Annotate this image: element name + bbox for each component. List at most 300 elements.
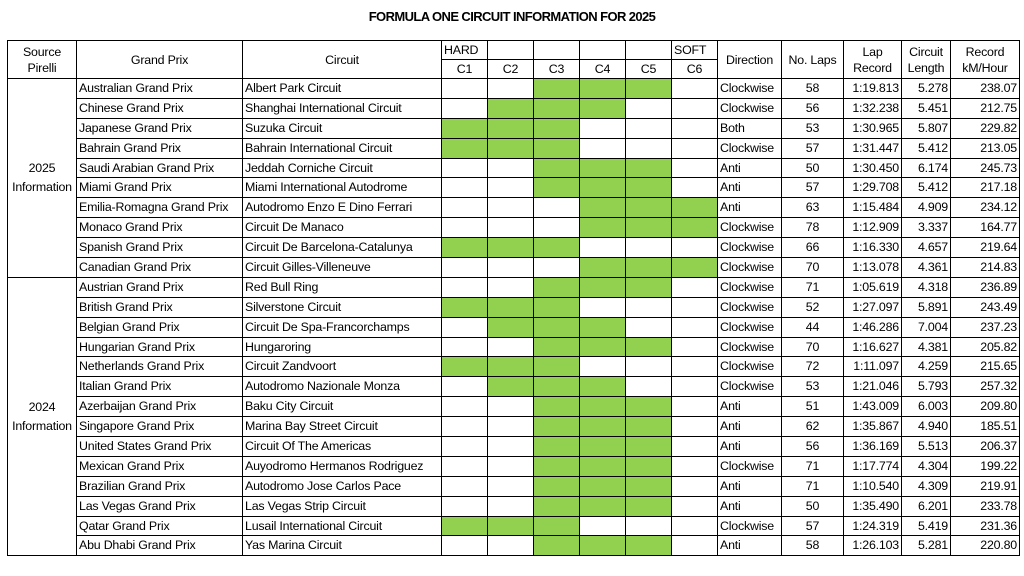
direction-cell: Clockwise — [718, 456, 782, 476]
circuit-length-cell: 5.281 — [902, 536, 951, 556]
group-label — [8, 277, 77, 555]
circuit-length-cell: 4.259 — [902, 357, 951, 377]
compound-c5-cell — [626, 516, 672, 536]
laps-cell: 56 — [782, 98, 844, 118]
table-row — [8, 98, 1020, 118]
header-source-line2: Pirelli — [27, 60, 57, 75]
lap-record-cell: 1:15.484 — [844, 198, 902, 218]
circuit-length-cell: 3.337 — [902, 218, 951, 238]
table-row — [8, 496, 1020, 516]
compound-c4-cell — [580, 198, 626, 218]
header-blank-4 — [580, 41, 626, 60]
circuit-length-cell: 4.309 — [902, 476, 951, 496]
compound-c5-cell — [626, 98, 672, 118]
circuit-length-cell: 5.891 — [902, 297, 951, 317]
compound-c4-cell — [580, 118, 626, 138]
header-direction: Direction — [718, 41, 782, 79]
grand-prix-cell: Netherlands Grand Prix — [77, 357, 243, 377]
header-speed-line1: Record — [965, 44, 1005, 59]
direction-cell: Clockwise — [718, 138, 782, 158]
compound-c2-cell — [488, 258, 534, 278]
compound-c6-cell — [672, 158, 718, 178]
header-lap-record-line2: Record — [853, 60, 892, 75]
header-length-line2: Length — [907, 60, 945, 75]
compound-c4-cell — [580, 536, 626, 556]
lap-record-cell: 1:31.447 — [844, 138, 902, 158]
circuit-length-cell: 5.793 — [902, 377, 951, 397]
circuit-length-cell: 5.412 — [902, 138, 951, 158]
compound-c3-cell — [534, 377, 580, 397]
compound-c3-cell — [534, 98, 580, 118]
laps-cell: 53 — [782, 377, 844, 397]
circuit-length-cell: 4.361 — [902, 258, 951, 278]
lap-record-cell: 1:10.540 — [844, 476, 902, 496]
compound-c5-cell — [626, 158, 672, 178]
header-compound-c1: C1 — [442, 60, 488, 79]
grand-prix-cell: Monaco Grand Prix — [77, 218, 243, 238]
direction-cell: Clockwise — [718, 79, 782, 99]
header-compound-c5: C5 — [626, 60, 672, 79]
compound-c6-cell — [672, 297, 718, 317]
grand-prix-cell: Azerbaijan Grand Prix — [77, 397, 243, 417]
record-speed-cell: 215.65 — [951, 357, 1020, 377]
group-label — [8, 79, 77, 278]
compound-c1-cell — [442, 98, 488, 118]
table-row — [8, 417, 1020, 437]
compound-c4-cell — [580, 138, 626, 158]
compound-c6-cell — [672, 417, 718, 437]
header-lap-record-line1: Lap — [862, 44, 883, 59]
table-body — [8, 79, 1020, 556]
compound-c1-cell — [442, 357, 488, 377]
compound-c3-cell — [534, 516, 580, 536]
circuit-cell: Shanghai International Circuit — [243, 98, 442, 118]
table-row — [8, 297, 1020, 317]
compound-c6-cell — [672, 337, 718, 357]
compound-c6-cell — [672, 496, 718, 516]
record-speed-cell: 199.22 — [951, 456, 1020, 476]
header-lap-record — [844, 41, 902, 79]
table-row — [8, 258, 1020, 278]
compound-c5-cell — [626, 337, 672, 357]
compound-c3-cell — [534, 158, 580, 178]
compound-c4-cell — [580, 377, 626, 397]
compound-c6-cell — [672, 377, 718, 397]
circuit-cell: Circuit De Spa-Francorchamps — [243, 317, 442, 337]
compound-c1-cell — [442, 536, 488, 556]
compound-c3-cell — [534, 138, 580, 158]
compound-c5-cell — [626, 437, 672, 457]
compound-c4-cell — [580, 516, 626, 536]
compound-c2-cell — [488, 437, 534, 457]
compound-c4-cell — [580, 496, 626, 516]
grand-prix-cell: Belgian Grand Prix — [77, 317, 243, 337]
laps-cell: 53 — [782, 118, 844, 138]
lap-record-cell: 1:35.867 — [844, 417, 902, 437]
circuit-cell: Hungaroring — [243, 337, 442, 357]
circuit-cell: Circuit Zandvoort — [243, 357, 442, 377]
laps-cell: 56 — [782, 437, 844, 457]
grand-prix-cell: Chinese Grand Prix — [77, 98, 243, 118]
grand-prix-cell: Singapore Grand Prix — [77, 417, 243, 437]
compound-c5-cell — [626, 218, 672, 238]
compound-c3-cell — [534, 258, 580, 278]
circuit-length-cell: 4.909 — [902, 198, 951, 218]
compound-c6-cell — [672, 218, 718, 238]
table-row — [8, 357, 1020, 377]
table-row — [8, 198, 1020, 218]
circuit-length-cell: 4.318 — [902, 277, 951, 297]
laps-cell: 57 — [782, 138, 844, 158]
lap-record-cell: 1:35.490 — [844, 496, 902, 516]
compound-c4-cell — [580, 79, 626, 99]
compound-c5-cell — [626, 118, 672, 138]
header-source-line1: Source — [22, 44, 62, 59]
table-row — [8, 317, 1020, 337]
compound-c3-cell — [534, 277, 580, 297]
compound-c6-cell — [672, 238, 718, 258]
compound-c6-cell — [672, 437, 718, 457]
circuit-length-cell: 5.807 — [902, 118, 951, 138]
compound-c3-cell — [534, 456, 580, 476]
circuit-cell: Circuit De Manaco — [243, 218, 442, 238]
compound-c5-cell — [626, 456, 672, 476]
compound-c2-cell — [488, 516, 534, 536]
direction-cell: Clockwise — [718, 377, 782, 397]
grand-prix-cell: Australian Grand Prix — [77, 79, 243, 99]
group-label-info: Information — [12, 418, 72, 433]
compound-c1-cell — [442, 377, 488, 397]
compound-c6-cell — [672, 98, 718, 118]
circuit-cell: Lusail International Circuit — [243, 516, 442, 536]
compound-c3-cell — [534, 198, 580, 218]
direction-cell: Anti — [718, 496, 782, 516]
compound-c5-cell — [626, 238, 672, 258]
direction-cell: Both — [718, 118, 782, 138]
table-row — [8, 218, 1020, 238]
compound-c3-cell — [534, 118, 580, 138]
direction-cell: Anti — [718, 476, 782, 496]
direction-cell: Clockwise — [718, 337, 782, 357]
compound-c2-cell — [488, 277, 534, 297]
header-circuit-length — [902, 41, 951, 79]
compound-c6-cell — [672, 357, 718, 377]
lap-record-cell: 1:24.319 — [844, 516, 902, 536]
grand-prix-cell: United States Grand Prix — [77, 437, 243, 457]
group-label-year: 2025 — [28, 160, 56, 175]
group-label-info: Information — [12, 179, 72, 194]
header-blank-3 — [534, 41, 580, 60]
compound-c2-cell — [488, 337, 534, 357]
circuit-cell: Bahrain International Circuit — [243, 138, 442, 158]
compound-c5-cell — [626, 417, 672, 437]
table-row — [8, 437, 1020, 457]
lap-record-cell: 1:32.238 — [844, 98, 902, 118]
compound-c4-cell — [580, 317, 626, 337]
circuit-cell: Marina Bay Street Circuit — [243, 417, 442, 437]
compound-c6-cell — [672, 456, 718, 476]
compound-c4-cell — [580, 337, 626, 357]
record-speed-cell: 212.75 — [951, 98, 1020, 118]
lap-record-cell: 1:21.046 — [844, 377, 902, 397]
table-row — [8, 456, 1020, 476]
header-compound-c4: C4 — [580, 60, 626, 79]
compound-c2-cell — [488, 536, 534, 556]
compound-c5-cell — [626, 198, 672, 218]
compound-c5-cell — [626, 536, 672, 556]
compound-c5-cell — [626, 297, 672, 317]
header-source — [8, 41, 77, 79]
grand-prix-cell: Hungarian Grand Prix — [77, 337, 243, 357]
compound-c3-cell — [534, 496, 580, 516]
compound-c4-cell — [580, 476, 626, 496]
compound-c6-cell — [672, 258, 718, 278]
circuit-length-cell: 6.174 — [902, 158, 951, 178]
record-speed-cell: 231.36 — [951, 516, 1020, 536]
circuit-length-cell: 4.657 — [902, 238, 951, 258]
direction-cell: Clockwise — [718, 357, 782, 377]
compound-c1-cell — [442, 337, 488, 357]
record-speed-cell: 217.18 — [951, 178, 1020, 198]
compound-c3-cell — [534, 357, 580, 377]
lap-record-cell: 1:19.813 — [844, 79, 902, 99]
compound-c3-cell — [534, 476, 580, 496]
lap-record-cell: 1:26.103 — [844, 536, 902, 556]
compound-c4-cell — [580, 397, 626, 417]
header-speed-line2: kM/Hour — [962, 60, 1008, 75]
compound-c2-cell — [488, 476, 534, 496]
record-speed-cell: 185.51 — [951, 417, 1020, 437]
compound-c3-cell — [534, 536, 580, 556]
compound-c5-cell — [626, 138, 672, 158]
compound-c5-cell — [626, 377, 672, 397]
header-hard: HARD — [442, 41, 488, 60]
lap-record-cell: 1:05.619 — [844, 277, 902, 297]
laps-cell: 52 — [782, 297, 844, 317]
header-length-line1: Circuit — [909, 44, 943, 59]
table-row — [8, 476, 1020, 496]
grand-prix-cell: Abu Dhabi Grand Prix — [77, 536, 243, 556]
grand-prix-cell: Saudi Arabian Grand Prix — [77, 158, 243, 178]
compound-c3-cell — [534, 79, 580, 99]
header-compound-c2: C2 — [488, 60, 534, 79]
compound-c1-cell — [442, 437, 488, 457]
header-laps: No. Laps — [782, 41, 844, 79]
direction-cell: Clockwise — [718, 258, 782, 278]
compound-c4-cell — [580, 158, 626, 178]
lap-record-cell: 1:46.286 — [844, 317, 902, 337]
compound-c6-cell — [672, 198, 718, 218]
circuit-length-cell: 4.940 — [902, 417, 951, 437]
laps-cell: 44 — [782, 317, 844, 337]
laps-cell: 63 — [782, 198, 844, 218]
compound-c2-cell — [488, 456, 534, 476]
grand-prix-cell: Miami Grand Prix — [77, 178, 243, 198]
compound-c1-cell — [442, 417, 488, 437]
record-speed-cell: 257.32 — [951, 377, 1020, 397]
record-speed-cell: 233.78 — [951, 496, 1020, 516]
compound-c3-cell — [534, 417, 580, 437]
record-speed-cell: 206.37 — [951, 437, 1020, 457]
laps-cell: 58 — [782, 79, 844, 99]
direction-cell: Clockwise — [718, 218, 782, 238]
laps-cell: 50 — [782, 496, 844, 516]
header-compound-c3: C3 — [534, 60, 580, 79]
laps-cell: 58 — [782, 536, 844, 556]
compound-c6-cell — [672, 536, 718, 556]
grand-prix-cell: British Grand Prix — [77, 297, 243, 317]
compound-c2-cell — [488, 297, 534, 317]
compound-c5-cell — [626, 317, 672, 337]
circuit-cell: Auyodromo Hermanos Rodriguez — [243, 456, 442, 476]
laps-cell: 78 — [782, 218, 844, 238]
record-speed-cell: 229.82 — [951, 118, 1020, 138]
grand-prix-cell: Japanese Grand Prix — [77, 118, 243, 138]
compound-c2-cell — [488, 98, 534, 118]
compound-c2-cell — [488, 118, 534, 138]
page-title: FORMULA ONE CIRCUIT INFORMATION FOR 2025 — [368, 9, 656, 24]
circuit-length-cell: 5.451 — [902, 98, 951, 118]
header-blank-2 — [488, 41, 534, 60]
grand-prix-cell: Spanish Grand Prix — [77, 238, 243, 258]
circuit-info-table — [7, 40, 1020, 556]
compound-c6-cell — [672, 277, 718, 297]
header-blank-5 — [626, 41, 672, 60]
circuit-cell: Silverstone Circuit — [243, 297, 442, 317]
compound-c4-cell — [580, 98, 626, 118]
circuit-cell: Baku City Circuit — [243, 397, 442, 417]
circuit-length-cell: 5.278 — [902, 79, 951, 99]
lap-record-cell: 1:30.965 — [844, 118, 902, 138]
circuit-length-cell: 7.004 — [902, 317, 951, 337]
grand-prix-cell: Mexican Grand Prix — [77, 456, 243, 476]
circuit-length-cell: 5.412 — [902, 178, 951, 198]
compound-c6-cell — [672, 516, 718, 536]
record-speed-cell: 219.91 — [951, 476, 1020, 496]
compound-c4-cell — [580, 357, 626, 377]
direction-cell: Clockwise — [718, 98, 782, 118]
direction-cell: Anti — [718, 198, 782, 218]
compound-c1-cell — [442, 397, 488, 417]
direction-cell: Anti — [718, 536, 782, 556]
group-label-year: 2024 — [28, 399, 56, 414]
compound-c2-cell — [488, 158, 534, 178]
direction-cell: Anti — [718, 397, 782, 417]
compound-c1-cell — [442, 118, 488, 138]
circuit-cell: Autodromo Jose Carlos Pace — [243, 476, 442, 496]
compound-c6-cell — [672, 118, 718, 138]
compound-c5-cell — [626, 277, 672, 297]
direction-cell: Anti — [718, 417, 782, 437]
compound-c2-cell — [488, 198, 534, 218]
compound-c2-cell — [488, 357, 534, 377]
lap-record-cell: 1:12.909 — [844, 218, 902, 238]
compound-c4-cell — [580, 218, 626, 238]
direction-cell: Anti — [718, 178, 782, 198]
compound-c3-cell — [534, 317, 580, 337]
compound-c5-cell — [626, 357, 672, 377]
compound-c3-cell — [534, 337, 580, 357]
compound-c4-cell — [580, 238, 626, 258]
lap-record-cell: 1:30.450 — [844, 158, 902, 178]
circuit-length-cell: 4.381 — [902, 337, 951, 357]
compound-c6-cell — [672, 79, 718, 99]
header-soft: SOFT — [672, 41, 718, 60]
table-row — [8, 138, 1020, 158]
laps-cell: 57 — [782, 178, 844, 198]
compound-c3-cell — [534, 178, 580, 198]
header-grand-prix: Grand Prix — [77, 41, 243, 79]
compound-c1-cell — [442, 218, 488, 238]
circuit-cell: Autodromo Enzo E Dino Ferrari — [243, 198, 442, 218]
direction-cell: Clockwise — [718, 238, 782, 258]
compound-c1-cell — [442, 516, 488, 536]
compound-c6-cell — [672, 178, 718, 198]
compound-c2-cell — [488, 218, 534, 238]
compound-c1-cell — [442, 496, 488, 516]
circuit-cell: Circuit Of The Americas — [243, 437, 442, 457]
table-row — [8, 118, 1020, 138]
table-row — [8, 238, 1020, 258]
circuit-length-cell: 5.513 — [902, 437, 951, 457]
compound-c5-cell — [626, 178, 672, 198]
laps-cell: 71 — [782, 277, 844, 297]
record-speed-cell: 209.80 — [951, 397, 1020, 417]
record-speed-cell: 237.23 — [951, 317, 1020, 337]
compound-c4-cell — [580, 297, 626, 317]
compound-c5-cell — [626, 258, 672, 278]
lap-record-cell: 1:16.627 — [844, 337, 902, 357]
lap-record-cell: 1:11.097 — [844, 357, 902, 377]
compound-c4-cell — [580, 417, 626, 437]
record-speed-cell: 245.73 — [951, 158, 1020, 178]
grand-prix-cell: Austrian Grand Prix — [77, 277, 243, 297]
grand-prix-cell: Brazilian Grand Prix — [77, 476, 243, 496]
grand-prix-cell: Bahrain Grand Prix — [77, 138, 243, 158]
circuit-cell: Jeddah Corniche Circuit — [243, 158, 442, 178]
direction-cell: Anti — [718, 437, 782, 457]
compound-c6-cell — [672, 138, 718, 158]
record-speed-cell: 243.49 — [951, 297, 1020, 317]
compound-c6-cell — [672, 317, 718, 337]
laps-cell: 70 — [782, 337, 844, 357]
table-row — [8, 397, 1020, 417]
record-speed-cell: 213.05 — [951, 138, 1020, 158]
circuit-cell: Suzuka Circuit — [243, 118, 442, 138]
compound-c3-cell — [534, 437, 580, 457]
laps-cell: 72 — [782, 357, 844, 377]
compound-c5-cell — [626, 397, 672, 417]
compound-c1-cell — [442, 297, 488, 317]
compound-c2-cell — [488, 377, 534, 397]
record-speed-cell: 238.07 — [951, 79, 1020, 99]
table-row — [8, 536, 1020, 556]
circuit-cell: Circuit De Barcelona-Catalunya — [243, 238, 442, 258]
laps-cell: 71 — [782, 476, 844, 496]
circuit-cell: Circuit Gilles-Villeneuve — [243, 258, 442, 278]
grand-prix-cell: Las Vegas Grand Prix — [77, 496, 243, 516]
compound-c3-cell — [534, 238, 580, 258]
table-row — [8, 516, 1020, 536]
compound-c2-cell — [488, 317, 534, 337]
circuit-length-cell: 6.201 — [902, 496, 951, 516]
compound-c5-cell — [626, 476, 672, 496]
compound-c4-cell — [580, 437, 626, 457]
grand-prix-cell: Qatar Grand Prix — [77, 516, 243, 536]
circuit-cell: Las Vegas Strip Circuit — [243, 496, 442, 516]
circuit-length-cell: 4.304 — [902, 456, 951, 476]
compound-c1-cell — [442, 476, 488, 496]
